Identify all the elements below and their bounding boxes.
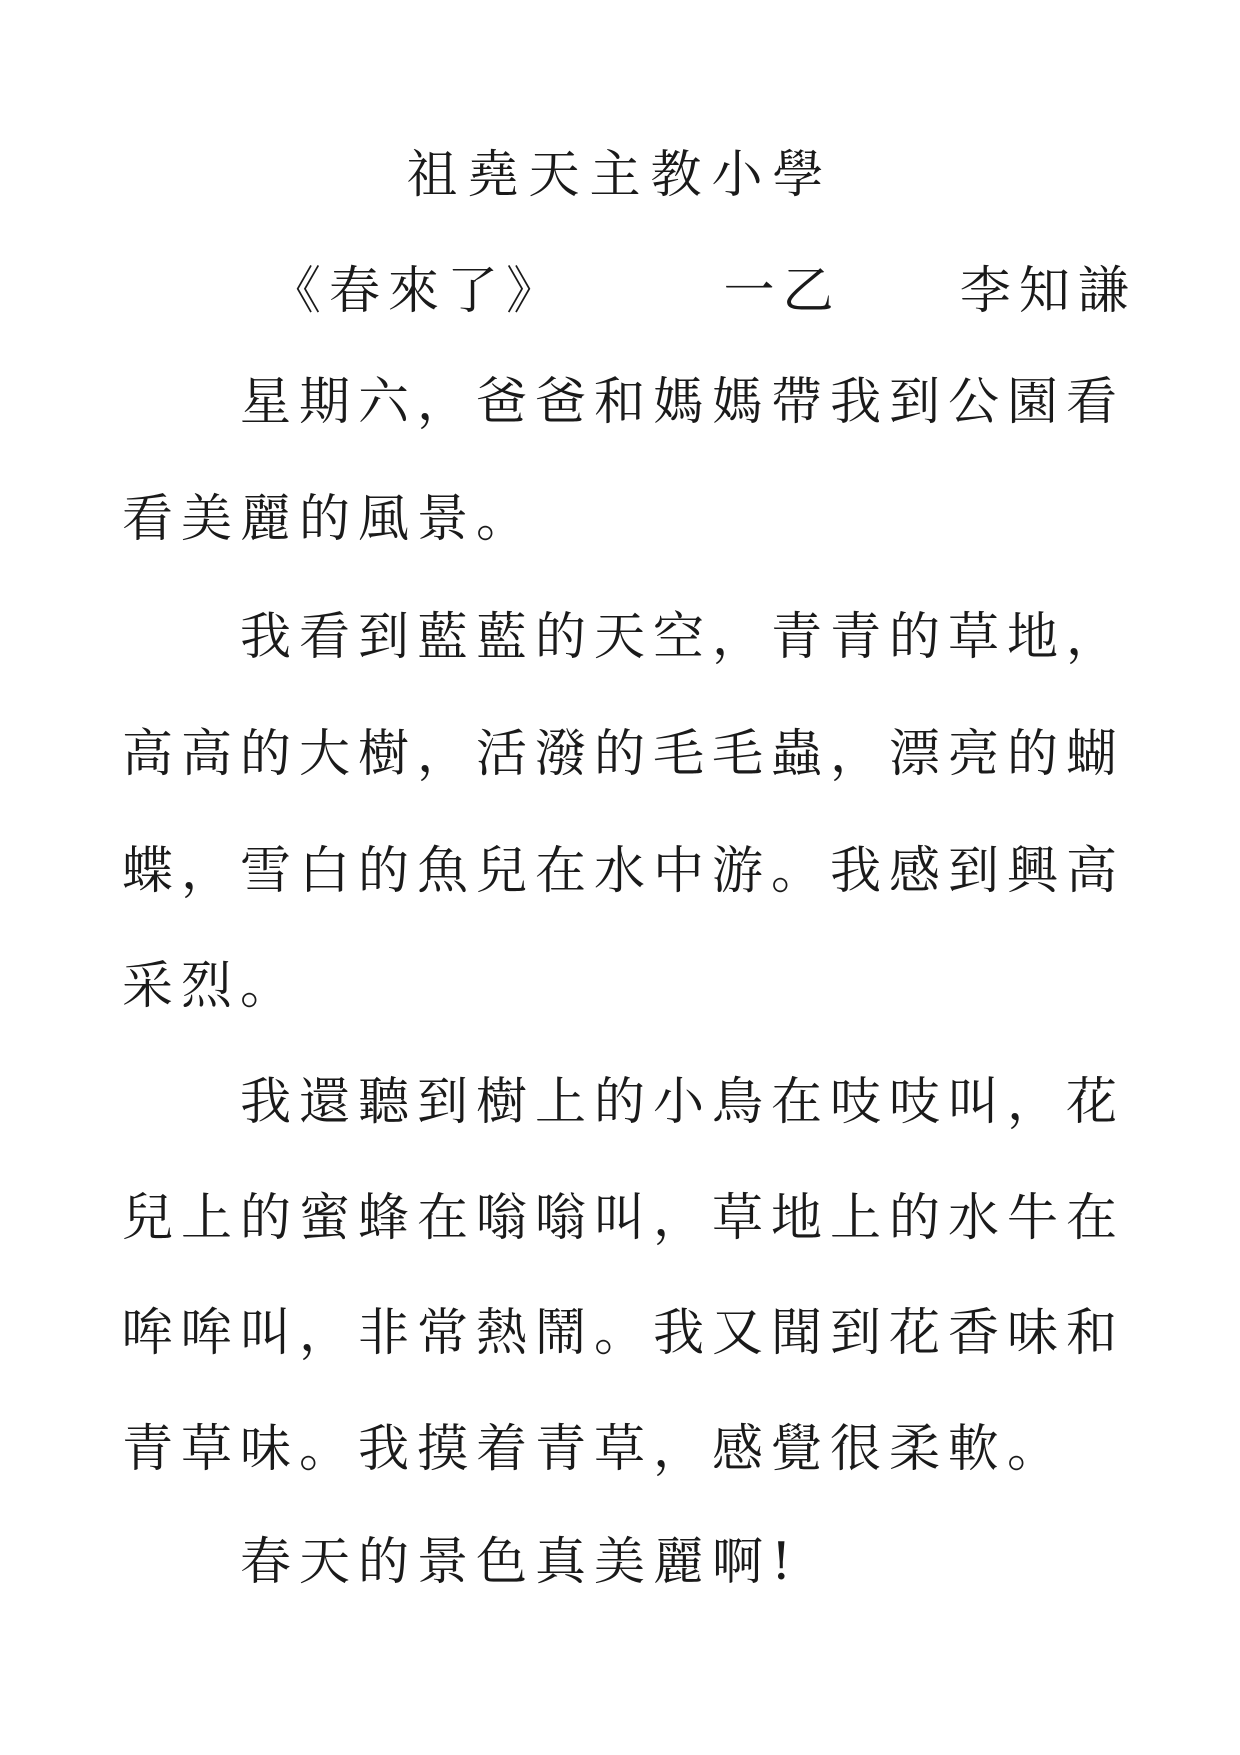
paragraph-2-line-3: 蝶，雪白的魚兒在水中游。我感到興高 — [122, 842, 1126, 901]
paragraph-3-line-3: 哞哞叫，非常熱鬧。我又聞到花香味和 — [122, 1304, 1126, 1363]
paragraph-1-line-1: 星期六，爸爸和媽媽帶我到公園看 — [240, 373, 1126, 432]
essay-title: 《春來了》 — [270, 262, 566, 321]
paragraph-3-line-1: 我還聽到樹上的小鳥在吱吱叫，花 — [240, 1073, 1126, 1132]
class-name: 一乙 — [723, 262, 842, 321]
paragraph-3-line-4: 青草味。我摸着青草，感覺很柔軟。 — [122, 1420, 1067, 1479]
author-name: 李知謙 — [959, 262, 1137, 321]
paragraph-2-line-4: 采烈。 — [122, 957, 300, 1016]
paragraph-2-line-2: 高高的大樹，活潑的毛毛蟲，漂亮的蝴 — [122, 725, 1126, 784]
essay-heading — [270, 262, 1137, 322]
paragraph-2-line-1: 我看到藍藍的天空，青青的草地， — [240, 608, 1126, 667]
school-name: 祖堯天主教小學 — [406, 146, 834, 205]
paragraph-1-line-2: 看美麗的風景。 — [122, 490, 536, 549]
paragraph-4-line-1: 春天的景色真美麗啊! — [240, 1533, 800, 1592]
paragraph-3-line-2: 兒上的蜜蜂在嗡嗡叫，草地上的水牛在 — [122, 1189, 1126, 1248]
